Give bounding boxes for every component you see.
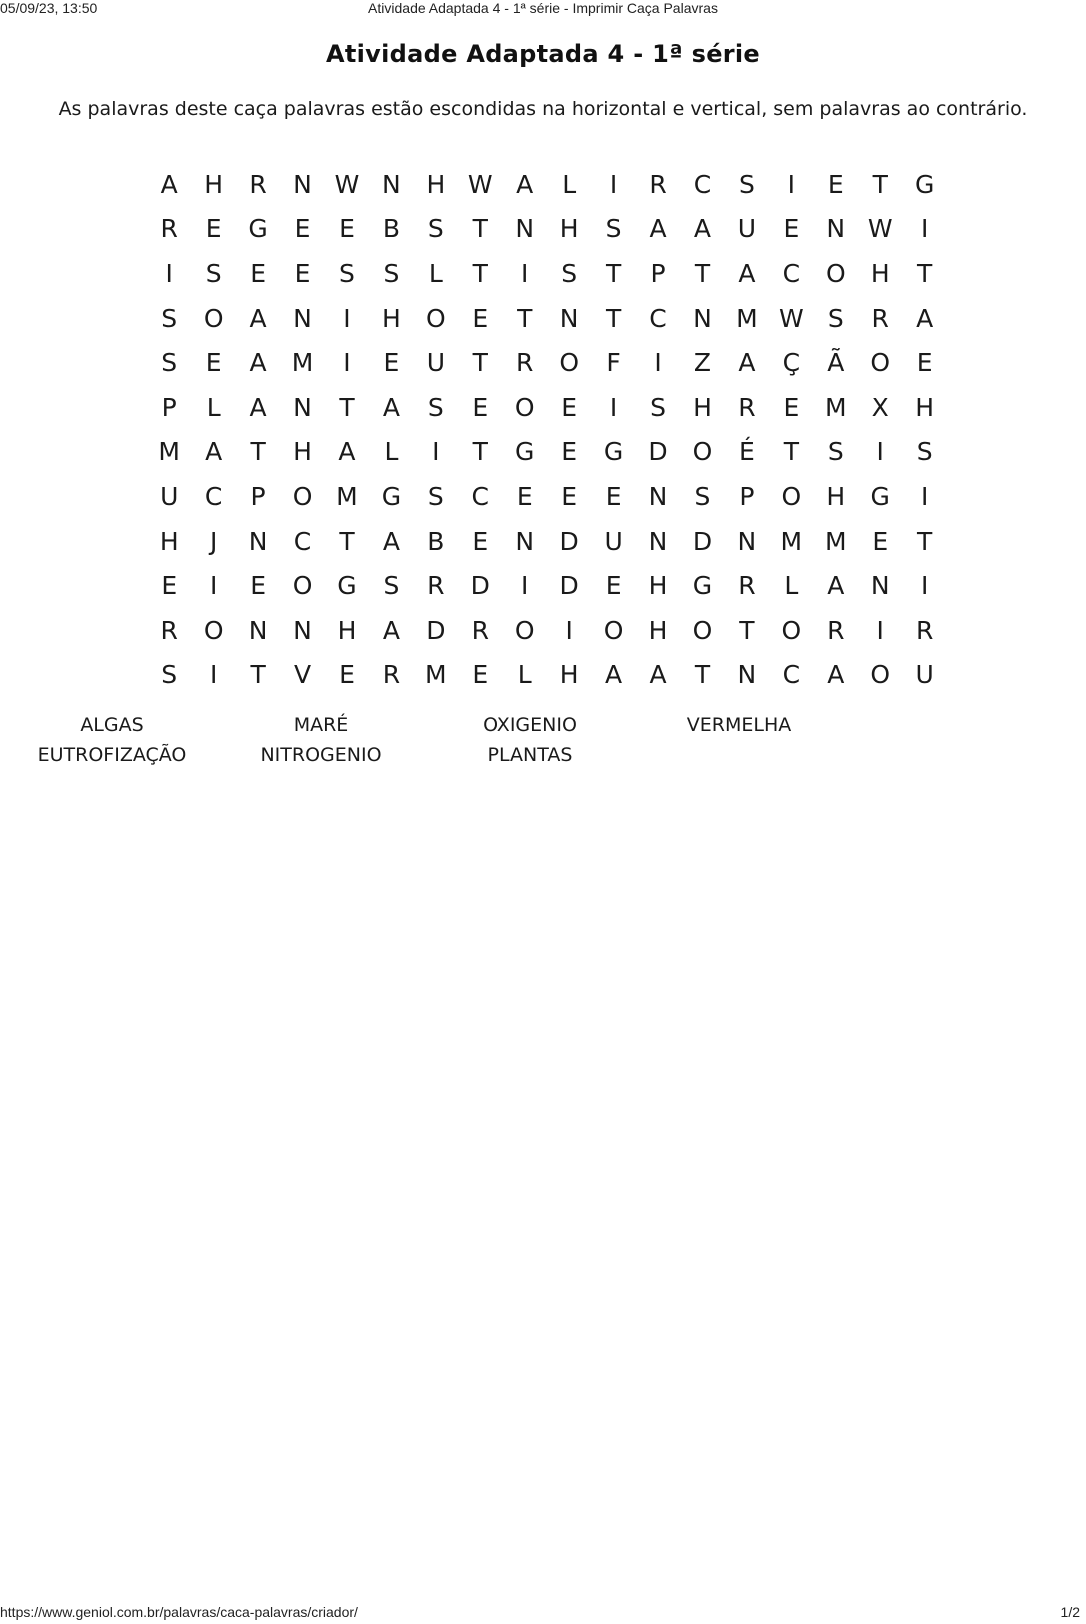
grid-letter: H [293, 437, 312, 467]
grid-letter: R [738, 392, 756, 422]
grid-letter: A [160, 169, 178, 199]
grid-letter: W [778, 303, 804, 333]
grid-letter: W [867, 214, 893, 244]
grid-letter: S [161, 660, 178, 690]
grid-letter: R [827, 615, 845, 645]
grid-letter: T [917, 258, 933, 288]
word-item: EUTROFIZAÇÃO [37, 744, 187, 766]
grid-letter: A [249, 392, 267, 422]
page-title: Atividade Adaptada 4 - 1ª série [325, 40, 761, 68]
grid-letter: S [383, 258, 400, 288]
grid-letter: T [694, 258, 711, 288]
grid-letter: A [249, 348, 267, 378]
grid-letter: B [382, 214, 400, 244]
grid-letter: N [559, 303, 579, 333]
grid-letter: T [739, 615, 755, 645]
grid-letter: E [561, 481, 578, 511]
grid-letter: N [737, 660, 757, 690]
grid-letter: A [382, 615, 400, 645]
grid-letter: O [292, 481, 313, 511]
grid-letter: S [561, 258, 578, 288]
grid-letter: A [605, 660, 623, 690]
grid-row [147, 340, 947, 385]
grid-letter: N [248, 526, 268, 556]
grid-letter: L [784, 571, 799, 601]
grid-row [147, 474, 947, 519]
grid-letter: A [916, 303, 934, 333]
grid-row [147, 385, 947, 430]
grid-row [147, 608, 947, 653]
grid-letter: G [381, 481, 402, 511]
grid-letter: R [427, 571, 445, 601]
grid-letter: A [338, 437, 356, 467]
grid-letter: E [561, 437, 578, 467]
grid-letter: S [383, 571, 400, 601]
grid-letter: S [827, 303, 844, 333]
grid-letter: T [472, 214, 488, 244]
grid-letter: N [293, 392, 312, 422]
grid-letter: T [472, 437, 488, 467]
grid-letter: A [516, 169, 534, 199]
grid-letter: M [780, 526, 803, 556]
grid-letter: O [292, 571, 313, 601]
grid-letter: S [205, 258, 222, 288]
grid-letter: L [384, 437, 399, 467]
grid-letter: C [204, 481, 223, 511]
grid-letter: U [160, 481, 179, 511]
grid-letter: M [336, 481, 358, 511]
grid-letter: O [692, 437, 713, 467]
grid-letter: F [606, 348, 621, 378]
grid-letter: E [205, 214, 222, 244]
grid-letter: O [781, 481, 802, 511]
grid-letter: M [824, 392, 847, 422]
grid-letter: S [427, 214, 444, 244]
grid-letter: U [915, 660, 934, 690]
grid-row [147, 251, 947, 296]
grid-letter: E [472, 526, 489, 556]
grid-letter: D [648, 437, 668, 467]
grid-letter: O [426, 303, 446, 333]
grid-letter: E [872, 526, 889, 556]
grid-letter: N [293, 615, 312, 645]
word-search-grid [147, 162, 947, 697]
grid-letter: G [337, 571, 357, 601]
grid-letter: O [203, 615, 224, 645]
grid-letter: E [783, 392, 800, 422]
grid-letter: D [692, 526, 713, 556]
grid-letter: R [471, 615, 489, 645]
grid-letter: T [872, 169, 888, 199]
print-footer [0, 1604, 1086, 1622]
grid-letter: É [739, 437, 755, 467]
grid-letter: Ã [827, 348, 845, 378]
grid-letter: E [472, 660, 489, 690]
grid-letter: C [649, 303, 667, 333]
grid-letter: N [826, 214, 846, 244]
grid-row [147, 162, 947, 207]
grid-letter: S [161, 303, 178, 333]
grid-letter: M [425, 660, 447, 690]
grid-letter: C [782, 258, 801, 288]
word-item: VERMELHA [686, 714, 792, 736]
grid-letter: I [209, 660, 218, 690]
grid-letter: E [294, 214, 311, 244]
grid-letter: D [559, 571, 579, 601]
grid-letter: I [609, 169, 618, 199]
grid-letter: H [159, 526, 179, 556]
grid-letter: O [870, 660, 891, 690]
grid-letter: N [293, 303, 312, 333]
grid-letter: E [339, 214, 355, 244]
grid-letter: A [249, 303, 267, 333]
grid-letter: H [826, 481, 846, 511]
grid-letter: O [559, 348, 579, 378]
grid-letter: E [916, 348, 933, 378]
grid-letter: N [515, 214, 535, 244]
grid-row [147, 519, 947, 564]
grid-letter: I [876, 437, 884, 467]
grid-letter: O [203, 303, 224, 333]
grid-letter: R [160, 214, 178, 244]
grid-letter: N [693, 303, 712, 333]
grid-letter: C [782, 660, 801, 690]
grid-letter: A [827, 571, 845, 601]
grid-letter: D [559, 526, 579, 556]
grid-letter: E [383, 348, 400, 378]
print-datetime: 05/09/23, 13:50 [0, 0, 98, 16]
grid-letter: H [204, 169, 224, 199]
grid-letter: A [738, 348, 756, 378]
grid-letter: E [472, 303, 489, 333]
grid-letter: G [914, 169, 935, 199]
grid-letter: R [738, 571, 756, 601]
grid-letter: T [783, 437, 799, 467]
grid-letter: I [920, 214, 929, 244]
grid-letter: I [209, 571, 218, 601]
grid-letter: T [694, 660, 711, 690]
grid-letter: I [920, 481, 929, 511]
grid-letter: H [559, 660, 579, 690]
grid-letter: S [738, 169, 755, 199]
grid-letter: T [339, 526, 355, 556]
grid-letter: M [824, 526, 847, 556]
grid-letter: T [517, 303, 533, 333]
grid-letter: Z [693, 348, 712, 378]
grid-letter: S [427, 392, 444, 422]
grid-letter: H [337, 615, 357, 645]
grid-letter: U [737, 214, 757, 244]
grid-letter: S [339, 258, 355, 288]
grid-letter: H [426, 169, 446, 199]
word-item: OXIGENIO [483, 714, 577, 736]
grid-letter: A [205, 437, 223, 467]
grid-letter: C [693, 169, 712, 199]
grid-letter: T [250, 437, 266, 467]
grid-letter: E [472, 392, 489, 422]
grid-letter: N [382, 169, 401, 199]
grid-letter: E [827, 169, 844, 199]
grid-letter: M [291, 348, 314, 378]
grid-letter: G [692, 571, 713, 601]
grid-letter: O [870, 348, 891, 378]
grid-letter: I [521, 258, 529, 288]
grid-row [147, 430, 947, 475]
grid-letter: I [787, 169, 796, 199]
grid-letter: S [827, 437, 844, 467]
grid-letter: N [293, 169, 312, 199]
grid-row [147, 296, 947, 341]
grid-letter: H [648, 615, 668, 645]
grid-letter: L [206, 392, 221, 422]
grid-letter: L [562, 169, 577, 199]
grid-letter: E [250, 258, 266, 288]
grid-letter: G [248, 214, 268, 244]
grid-letter: P [161, 392, 177, 422]
grid-letter: H [559, 214, 579, 244]
grid-letter: H [693, 392, 712, 422]
grid-letter: T [339, 392, 355, 422]
grid-letter: G [515, 437, 535, 467]
grid-letter: E [605, 481, 622, 511]
print-url: https://www.geniol.com.br/palavras/caca-palavras/criador/ [0, 1604, 358, 1620]
grid-letter: E [205, 348, 222, 378]
grid-letter: P [250, 481, 266, 511]
grid-letter: P [650, 258, 666, 288]
grid-row [147, 563, 947, 608]
grid-letter: O [781, 615, 802, 645]
grid-letter: R [649, 169, 667, 199]
grid-letter: R [160, 615, 178, 645]
grid-letter: I [343, 303, 351, 333]
grid-letter: T [605, 258, 622, 288]
grid-letter: I [343, 348, 351, 378]
word-item: NITROGENIO [260, 744, 382, 766]
grid-letter: I [876, 615, 884, 645]
grid-letter: M [158, 437, 180, 467]
grid-letter: S [694, 481, 711, 511]
page-number: 1/2 [1060, 1604, 1080, 1620]
grid-letter: N [737, 526, 757, 556]
word-item: MARÉ [293, 714, 349, 736]
grid-letter: R [871, 303, 889, 333]
grid-letter: I [521, 571, 529, 601]
grid-letter: A [649, 660, 667, 690]
grid-letter: T [605, 303, 622, 333]
grid-letter: A [693, 214, 712, 244]
grid-letter: L [517, 660, 532, 690]
grid-letter: E [783, 214, 800, 244]
grid-letter: M [736, 303, 758, 333]
grid-letter: O [825, 258, 846, 288]
grid-letter: D [470, 571, 490, 601]
grid-letter: I [165, 258, 173, 288]
grid-letter: G [870, 481, 890, 511]
grid-letter: R [382, 660, 401, 690]
grid-letter: N [648, 481, 668, 511]
grid-letter: I [565, 615, 573, 645]
grid-letter: A [738, 258, 756, 288]
grid-letter: N [248, 615, 268, 645]
grid-letter: G [603, 437, 624, 467]
grid-letter: N [648, 526, 668, 556]
grid-letter: E [516, 481, 533, 511]
grid-row [147, 207, 947, 252]
grid-letter: D [426, 615, 446, 645]
grid-letter: I [609, 392, 618, 422]
grid-letter: C [471, 481, 490, 511]
word-item: ALGAS [80, 714, 144, 736]
grid-letter: N [515, 526, 535, 556]
grid-letter: O [692, 615, 713, 645]
grid-letter: S [605, 214, 622, 244]
grid-letter: I [654, 348, 662, 378]
grid-letter: H [382, 303, 401, 333]
grid-letter: T [250, 660, 266, 690]
grid-letter: U [426, 348, 445, 378]
grid-letter: J [209, 526, 218, 556]
grid-letter: B [427, 526, 445, 556]
grid-letter: T [472, 348, 488, 378]
grid-letter: E [605, 571, 622, 601]
grid-letter: O [603, 615, 624, 645]
grid-letter: E [250, 571, 266, 601]
word-item: PLANTAS [487, 744, 573, 766]
grid-letter: A [382, 526, 400, 556]
grid-letter: S [650, 392, 666, 422]
print-header [0, 0, 1086, 18]
grid-letter: X [871, 392, 889, 422]
grid-letter: E [294, 258, 311, 288]
grid-letter: E [161, 571, 178, 601]
grid-letter: U [604, 526, 623, 556]
grid-letter: T [472, 258, 488, 288]
grid-letter: H [915, 392, 935, 422]
grid-letter: V [293, 660, 312, 690]
grid-letter: T [917, 526, 933, 556]
print-doc-title: Atividade Adaptada 4 - 1ª série - Imprimir Caça Palavras [368, 0, 718, 16]
grid-letter: C [293, 526, 312, 556]
grid-letter: R [915, 615, 934, 645]
grid-letter: L [428, 258, 443, 288]
grid-letter: P [739, 481, 755, 511]
grid-letter: A [649, 214, 667, 244]
grid-letter: I [920, 571, 929, 601]
grid-letter: E [561, 392, 578, 422]
grid-letter: H [870, 258, 890, 288]
instructions-text: As palavras deste caça palavras estão escondidas na horizontal e vertical, sem palavras ao contrário. [58, 98, 1028, 120]
grid-letter: S [161, 348, 178, 378]
grid-letter: Ç [782, 348, 801, 378]
grid-letter: S [427, 481, 444, 511]
grid-letter: O [514, 392, 535, 422]
grid-letter: I [432, 437, 440, 467]
grid-letter: A [827, 660, 845, 690]
grid-letter: R [249, 169, 267, 199]
grid-letter: H [648, 571, 668, 601]
grid-letter: R [516, 348, 534, 378]
grid-letter: A [382, 392, 400, 422]
grid-letter: N [870, 571, 890, 601]
grid-row [147, 653, 947, 698]
grid-letter: S [916, 437, 933, 467]
grid-letter: W [467, 169, 493, 199]
grid-letter: O [514, 615, 535, 645]
grid-letter: E [339, 660, 355, 690]
grid-letter: W [334, 169, 360, 199]
